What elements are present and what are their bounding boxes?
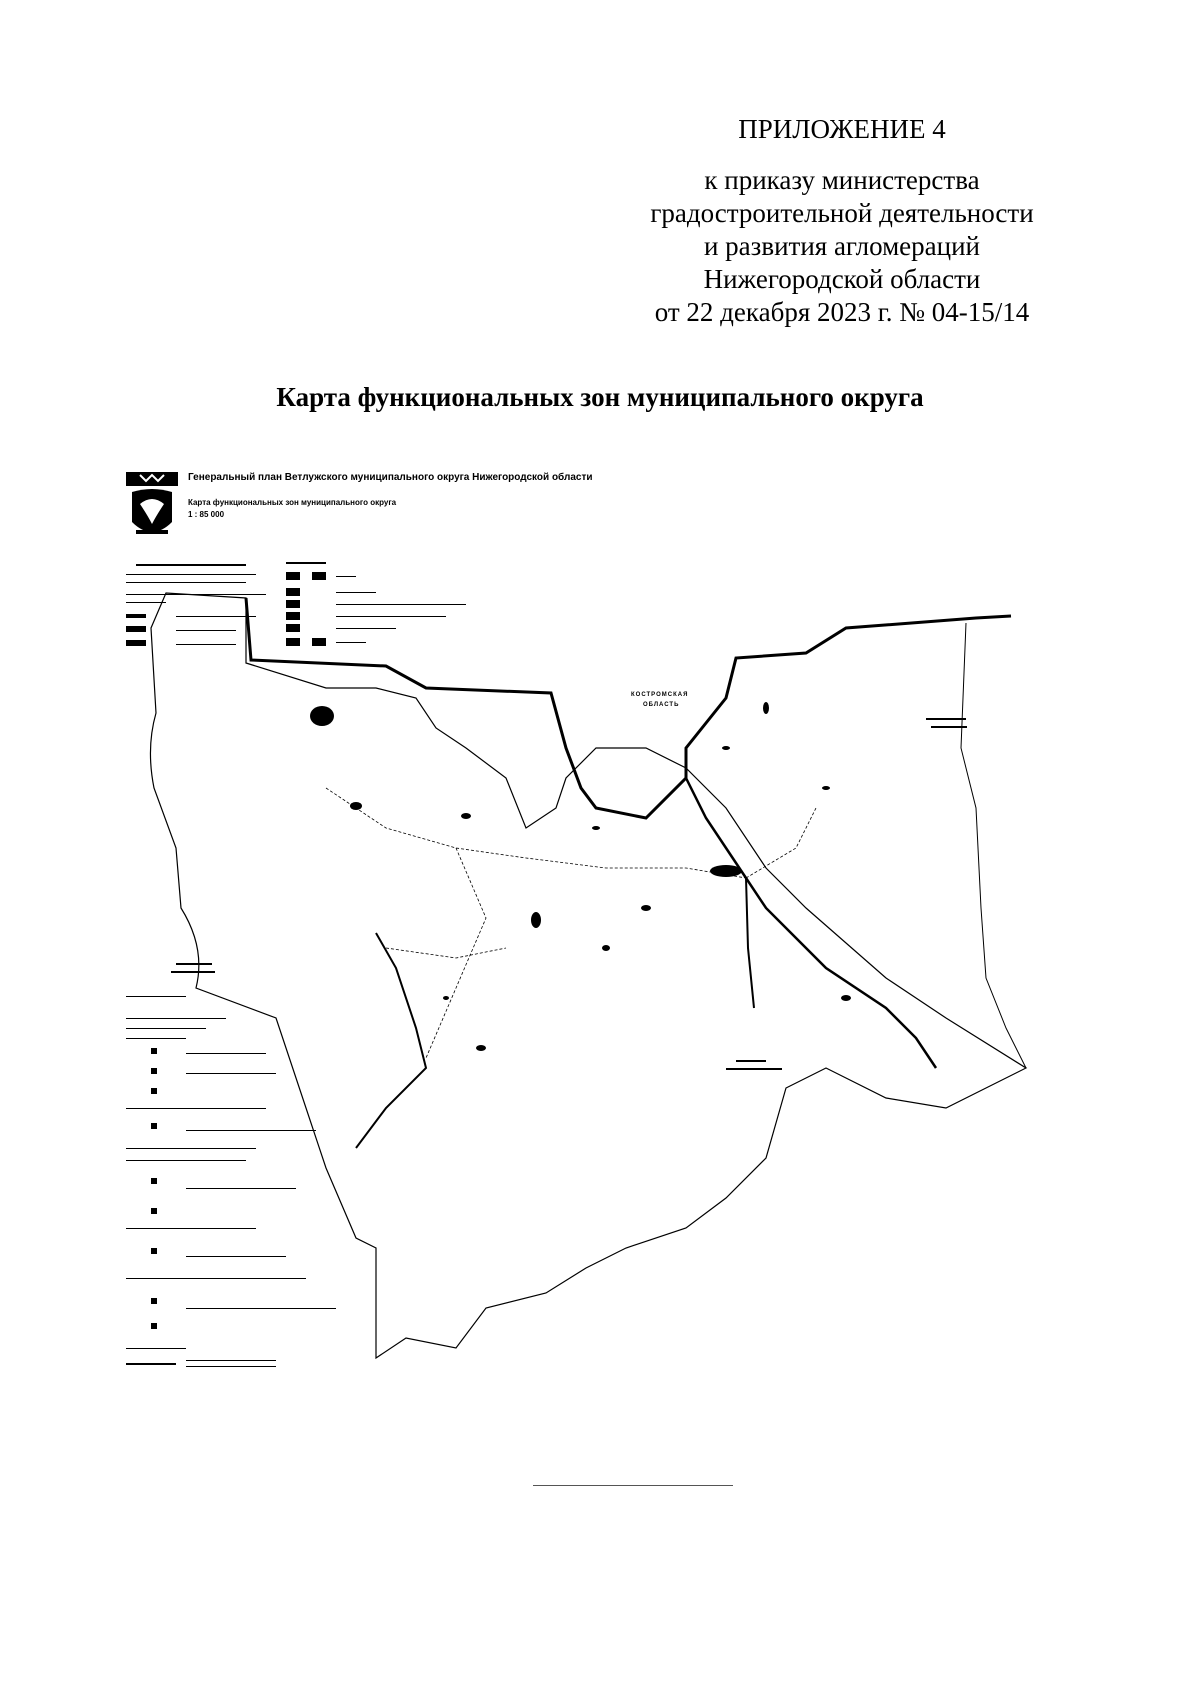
map-canvas	[126, 548, 1106, 1428]
region-label-line1: КОСТРОМСКАЯ	[631, 692, 689, 698]
legend-left	[126, 564, 266, 646]
legend-right	[286, 562, 466, 646]
appendix-line-5: от 22 декабря 2023 г. № 04-15/14	[654, 297, 1030, 327]
map-figure	[126, 468, 1106, 1428]
settlements	[310, 702, 851, 1051]
region-label-line2: ОБЛАСТЬ	[643, 702, 680, 708]
region-border-north	[246, 598, 1011, 818]
appendix-line-4: Нижегородской области	[703, 264, 981, 294]
footer-divider	[533, 1485, 733, 1486]
appendix-heading: ПРИЛОЖЕНИЕ 4	[738, 114, 946, 144]
coat-of-arms-icon	[126, 472, 178, 544]
road-main	[686, 778, 936, 1068]
document-title: Карта функциональных зон муниципального округа	[276, 382, 924, 412]
neighbor-labels	[171, 718, 967, 1070]
road-south	[746, 878, 754, 1008]
legend-lower	[126, 996, 336, 1367]
district-boundary	[150, 593, 1026, 1358]
appendix-block	[612, 112, 1072, 329]
road-secondary	[326, 788, 816, 1058]
map-scale: 1 : 85 000	[188, 510, 225, 519]
road-west	[356, 933, 426, 1148]
map-title: Генеральный план Ветлужского муниципального округа Нижегородской области	[188, 472, 593, 483]
appendix-line-3: и развития агломераций	[703, 231, 980, 261]
appendix-line-1: к приказу министерства	[704, 165, 980, 195]
map-header	[126, 468, 1106, 548]
appendix-line-2: градостроительной деятельности	[650, 198, 1034, 228]
map-subtitle: Карта функциональных зон муниципального округа	[188, 498, 397, 507]
region-border-east	[961, 623, 1026, 1068]
